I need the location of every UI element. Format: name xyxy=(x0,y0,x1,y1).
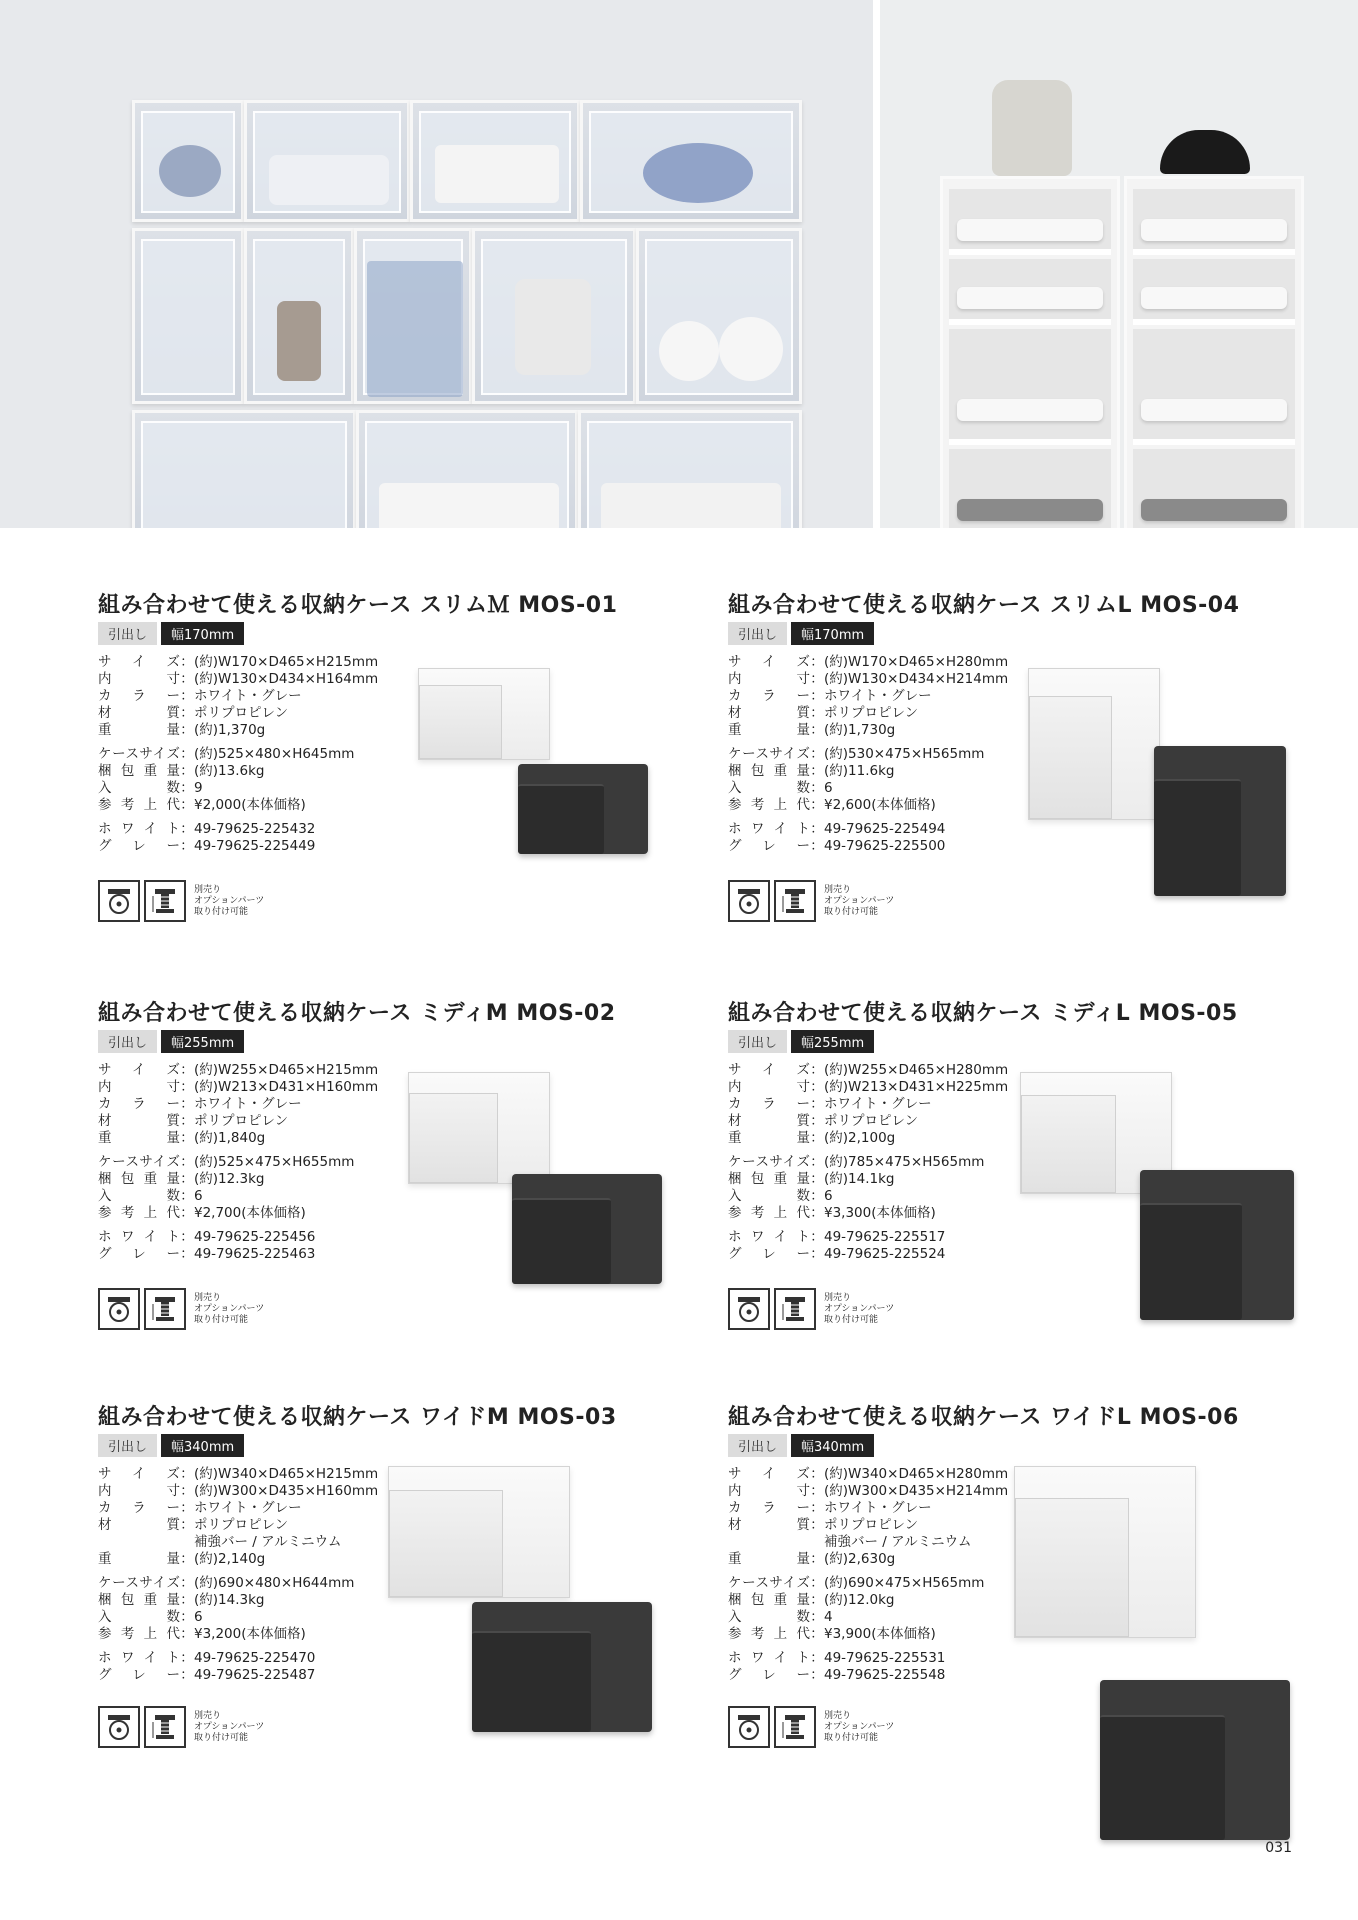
spec-size: サイズ ： (約)W340×D465×H215mm xyxy=(98,1466,379,1482)
caster-icon xyxy=(98,880,140,922)
jan-gray: グレー ： 49-79625-225487 xyxy=(98,1667,316,1683)
jan-gray: グレー ： 49-79625-225500 xyxy=(728,838,946,854)
spec-case-size: ケースサイズ ： (約)525×475×H655mm xyxy=(98,1154,355,1170)
spec-quantity: 入数 ： 9 xyxy=(98,780,203,796)
spec-color: カラー ： ホワイト・グレー xyxy=(728,1096,932,1112)
option-note: 別売り オプションパーツ 取り付け可能 xyxy=(194,1292,265,1325)
jan-white: ホワイト ： 49-79625-225517 xyxy=(728,1229,946,1245)
spec-size: サイズ ： (約)W255×D465×H280mm xyxy=(728,1062,1009,1078)
spec-inner: 内 寸 ： (約)W213×D431×H160mm xyxy=(98,1079,379,1095)
tag-width: 幅340mm xyxy=(161,1434,244,1457)
spec-inner: 内 寸 ： (約)W213×D431×H225mm xyxy=(728,1079,1009,1095)
product-block-1 xyxy=(98,588,658,968)
product-block-5 xyxy=(98,1400,658,1780)
spec-list xyxy=(98,1062,398,1263)
spec-material: 材 質 ： ポリプロピレン xyxy=(728,1113,919,1129)
hero-photo-stacked-drawers xyxy=(0,0,873,528)
tag-type: 引出し xyxy=(98,1030,157,1053)
spec-weight: 重 量 ： (約)2,140g xyxy=(98,1551,266,1567)
option-note: 別売り オプションパーツ 取り付け可能 xyxy=(194,884,265,917)
jan-gray: グレー ： 49-79625-225524 xyxy=(728,1246,946,1262)
jan-gray: グレー ： 49-79625-225449 xyxy=(98,838,316,854)
spec-material: 材 質 ： ポリプロピレン xyxy=(98,1113,289,1129)
jan-gray: グレー ： 49-79625-225548 xyxy=(728,1667,946,1683)
option-icons xyxy=(728,1288,894,1330)
spec-price: 参考上代 ： ¥3,300(本体価格) xyxy=(728,1205,936,1221)
spec-pack-weight: 梱包重量 ： (約)12.0kg xyxy=(728,1592,895,1608)
spec-quantity: 入数 ： 6 xyxy=(728,1188,833,1204)
adjuster-foot-icon xyxy=(774,880,816,922)
spec-inner: 内 寸 ： (約)W300×D435×H160mm xyxy=(98,1483,379,1499)
spec-material: 材 質 ： ポリプロピレン xyxy=(728,1517,919,1533)
caster-icon xyxy=(98,1288,140,1330)
product-tags xyxy=(728,1434,874,1457)
spec-inner: 内 寸 ： (約)W130×D434×H164mm xyxy=(98,671,379,687)
gray-case-image xyxy=(472,1602,652,1732)
white-case-image xyxy=(388,1466,570,1598)
product-tags xyxy=(728,1030,874,1053)
jan-white: ホワイト ： 49-79625-225470 xyxy=(98,1650,316,1666)
caster-icon xyxy=(728,1706,770,1748)
spec-weight: 重 量 ： (約)2,630g xyxy=(728,1551,896,1567)
option-note: 別売り オプションパーツ 取り付け可能 xyxy=(824,1292,895,1325)
tag-type: 引出し xyxy=(728,1030,787,1053)
product-title: 組み合わせて使える収納ケース スリムＭ MOS-01 xyxy=(98,593,618,618)
product-block-6 xyxy=(728,1400,1288,1780)
hero-photo-shelf-with-clothes xyxy=(880,0,1358,528)
spec-list xyxy=(728,654,1028,855)
option-icons xyxy=(728,1706,894,1748)
spec-size: サイズ ： (約)W170×D465×H215mm xyxy=(98,654,379,670)
tag-width: 幅255mm xyxy=(161,1030,244,1053)
option-icons xyxy=(728,880,894,922)
option-note: 別売り オプションパーツ 取り付け可能 xyxy=(824,884,895,917)
spec-pack-weight: 梱包重量 ： (約)14.3kg xyxy=(98,1592,265,1608)
spec-size: サイズ ： (約)W340×D465×H280mm xyxy=(728,1466,1009,1482)
product-title: 組み合わせて使える収納ケース ワイドL MOS-06 xyxy=(728,1405,1239,1430)
option-note: 別売り オプションパーツ 取り付け可能 xyxy=(194,1710,265,1743)
jan-white: ホワイト ： 49-79625-225432 xyxy=(98,821,316,837)
white-case-image xyxy=(418,668,550,760)
spec-color: カラー ： ホワイト・グレー xyxy=(728,1500,932,1516)
spec-price: 参考上代 ： ¥2,000(本体価格) xyxy=(98,797,306,813)
option-note: 別売り オプションパーツ 取り付け可能 xyxy=(824,1710,895,1743)
spec-quantity: 入数 ： 6 xyxy=(98,1609,203,1625)
spec-material-extra: 補強バー / アルミニウム xyxy=(824,1534,972,1550)
spec-inner: 内 寸 ： (約)W130×D434×H214mm xyxy=(728,671,1009,687)
gray-case-image xyxy=(1140,1170,1294,1320)
adjuster-foot-icon xyxy=(144,880,186,922)
spec-price: 参考上代 ： ¥3,200(本体価格) xyxy=(98,1626,306,1642)
spec-list xyxy=(728,1466,1028,1684)
jan-white: ホワイト ： 49-79625-225456 xyxy=(98,1229,316,1245)
spec-quantity: 入数 ： 6 xyxy=(98,1188,203,1204)
spec-quantity: 入数 ： 4 xyxy=(728,1609,833,1625)
spec-material: 材 質 ： ポリプロピレン xyxy=(98,1517,289,1533)
product-tags xyxy=(728,622,874,645)
white-case-image xyxy=(1028,668,1160,820)
option-icons xyxy=(98,1288,264,1330)
spec-color: カラー ： ホワイト・グレー xyxy=(98,1096,302,1112)
product-title: 組み合わせて使える収納ケース スリムL MOS-04 xyxy=(728,593,1240,618)
gray-case-image xyxy=(512,1174,662,1284)
jan-white: ホワイト ： 49-79625-225531 xyxy=(728,1650,946,1666)
spec-list xyxy=(98,654,398,855)
option-icons xyxy=(98,880,264,922)
spec-weight: 重 量 ： (約)1,840g xyxy=(98,1130,266,1146)
spec-material: 材 質 ： ポリプロピレン xyxy=(98,705,289,721)
caster-icon xyxy=(98,1706,140,1748)
spec-color: カラー ： ホワイト・グレー xyxy=(98,1500,302,1516)
spec-size: サイズ ： (約)W170×D465×H280mm xyxy=(728,654,1009,670)
product-title: 組み合わせて使える収納ケース ミディL MOS-05 xyxy=(728,1001,1238,1026)
adjuster-foot-icon xyxy=(144,1288,186,1330)
spec-pack-weight: 梱包重量 ： (約)12.3kg xyxy=(98,1171,265,1187)
product-tags xyxy=(98,1434,244,1457)
spec-pack-weight: 梱包重量 ： (約)13.6kg xyxy=(98,763,265,779)
spec-case-size: ケースサイズ ： (約)525×480×H645mm xyxy=(98,746,355,762)
product-block-3 xyxy=(98,996,658,1376)
spec-material: 材 質 ： ポリプロピレン xyxy=(728,705,919,721)
spec-weight: 重 量 ： (約)1,730g xyxy=(728,722,896,738)
spec-case-size: ケースサイズ ： (約)690×475×H565mm xyxy=(728,1575,985,1591)
spec-list xyxy=(98,1466,398,1684)
adjuster-foot-icon xyxy=(774,1288,816,1330)
caster-icon xyxy=(728,880,770,922)
product-block-2 xyxy=(728,588,1288,968)
spec-material-extra: 補強バー / アルミニウム xyxy=(194,1534,342,1550)
spec-price: 参考上代 ： ¥2,600(本体価格) xyxy=(728,797,936,813)
tag-width: 幅340mm xyxy=(791,1434,874,1457)
spec-price: 参考上代 ： ¥3,900(本体価格) xyxy=(728,1626,936,1642)
jan-white: ホワイト ： 49-79625-225494 xyxy=(728,821,946,837)
spec-case-size: ケースサイズ ： (約)785×475×H565mm xyxy=(728,1154,985,1170)
product-tags xyxy=(98,622,244,645)
product-title: 組み合わせて使える収納ケース ミディM MOS-02 xyxy=(98,1001,616,1026)
page-number: 031 xyxy=(1265,1840,1292,1856)
spec-list xyxy=(728,1062,1028,1263)
spec-quantity: 入数 ： 6 xyxy=(728,780,833,796)
gray-case-image xyxy=(1100,1680,1290,1840)
tag-width: 幅255mm xyxy=(791,1030,874,1053)
tag-width: 幅170mm xyxy=(791,622,874,645)
spec-case-size: ケースサイズ ： (約)530×475×H565mm xyxy=(728,746,985,762)
gray-case-image xyxy=(1154,746,1286,896)
tag-width: 幅170mm xyxy=(161,622,244,645)
white-case-image xyxy=(408,1072,550,1184)
product-title: 組み合わせて使える収納ケース ワイドM MOS-03 xyxy=(98,1405,617,1430)
spec-size: サイズ ： (約)W255×D465×H215mm xyxy=(98,1062,379,1078)
spec-color: カラー ： ホワイト・グレー xyxy=(98,688,302,704)
product-block-4 xyxy=(728,996,1288,1376)
jan-gray: グレー ： 49-79625-225463 xyxy=(98,1246,316,1262)
spec-color: カラー ： ホワイト・グレー xyxy=(728,688,932,704)
spec-weight: 重 量 ： (約)2,100g xyxy=(728,1130,896,1146)
option-icons xyxy=(98,1706,264,1748)
spec-pack-weight: 梱包重量 ： (約)11.6kg xyxy=(728,763,895,779)
caster-icon xyxy=(728,1288,770,1330)
tag-type: 引出し xyxy=(728,1434,787,1457)
spec-weight: 重 量 ： (約)1,370g xyxy=(98,722,266,738)
tag-type: 引出し xyxy=(98,1434,157,1457)
tag-type: 引出し xyxy=(728,622,787,645)
adjuster-foot-icon xyxy=(144,1706,186,1748)
spec-case-size: ケースサイズ ： (約)690×480×H644mm xyxy=(98,1575,355,1591)
tag-type: 引出し xyxy=(98,622,157,645)
gray-case-image xyxy=(518,764,648,854)
spec-pack-weight: 梱包重量 ： (約)14.1kg xyxy=(728,1171,895,1187)
spec-price: 参考上代 ： ¥2,700(本体価格) xyxy=(98,1205,306,1221)
white-case-image xyxy=(1014,1466,1196,1638)
adjuster-foot-icon xyxy=(774,1706,816,1748)
spec-inner: 内 寸 ： (約)W300×D435×H214mm xyxy=(728,1483,1009,1499)
product-tags xyxy=(98,1030,244,1053)
